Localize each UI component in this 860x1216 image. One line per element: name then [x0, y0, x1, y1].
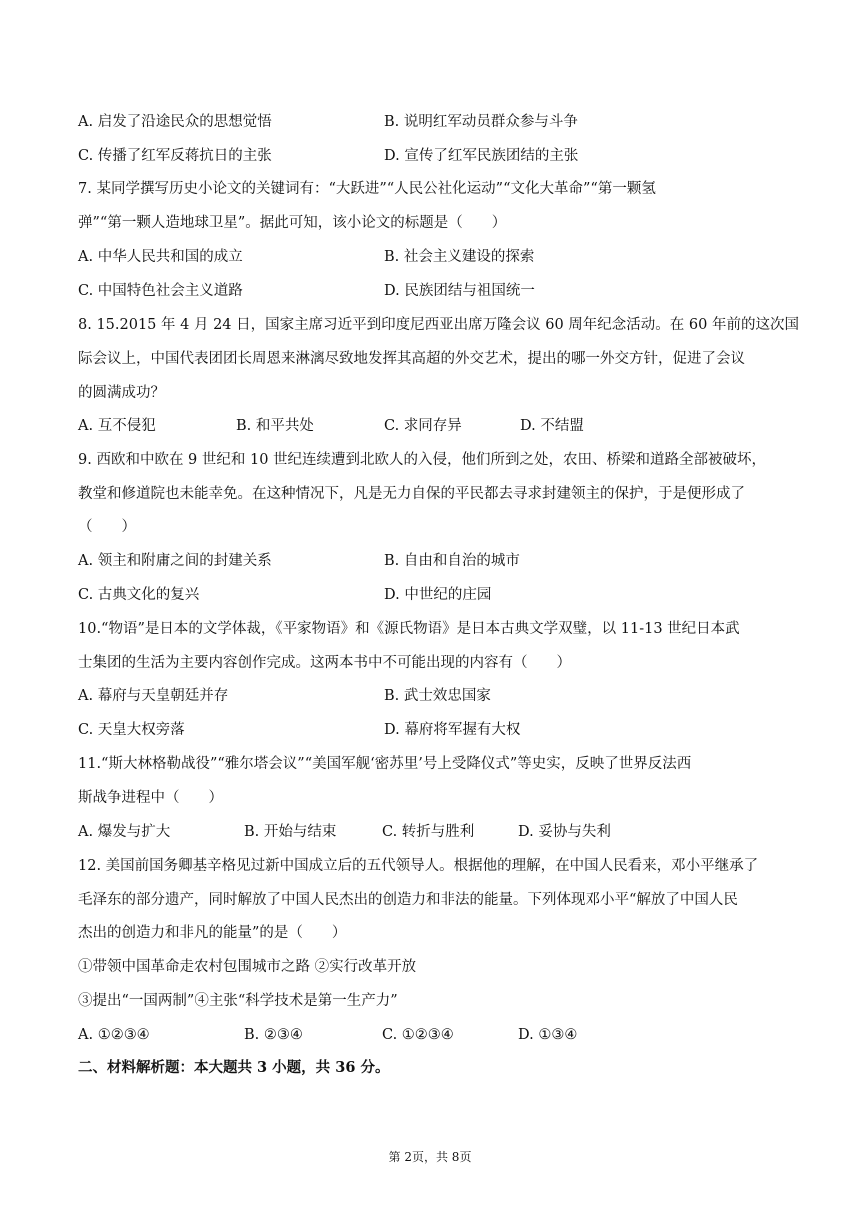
q9-stem-line: 教堂和修道院也未能幸免。在这种情况下，凡是无力自保的平民都去寻求封建领主的保护，于是便形成了 — [78, 486, 745, 502]
q11-stem-line: 斯战争进程中（ ） — [78, 790, 223, 806]
q12-stem-line: ①带领中国革命走农村包围城市之路 ②实行改革开放 — [78, 959, 417, 975]
q9-option-a: A. 领主和附庸之间的封建关系 — [78, 553, 272, 569]
q11-option-b: B. 开始与结束 — [244, 824, 337, 840]
q12-stem-line: 12. 美国前国务卿基辛格见过新中国成立后的五代领导人。根据他的理解，在中国人民看来，邓小平继承了 — [78, 858, 759, 874]
q10-stem-line: 10.“物语”是日本的文学体裁，《平家物语》和《源氏物语》是日本古典文学双璧，以 11-13 世纪日本武 — [78, 621, 740, 637]
q10-option-d: D. 幕府将军握有大权 — [384, 722, 521, 738]
q6-option-b: B. 说明红军动员群众参与斗争 — [384, 114, 578, 130]
q12-stem-line: 毛泽东的部分遗产，同时解放了中国人民杰出的创造力和非法的能量。下列体现邓小平“解放了中国人民 — [78, 892, 738, 908]
q12-option-d: D. ①③④ — [518, 1027, 578, 1043]
q9-option-d: D. 中世纪的庄园 — [384, 587, 492, 603]
q11-option-a: A. 爆发与扩大 — [78, 824, 171, 840]
q9-option-b: B. 自由和自治的城市 — [384, 553, 520, 569]
q9-stem-line: 9. 西欧和中欧在 9 世纪和 10 世纪连续遭到北欧人的入侵，他们所到之处，农田、桥梁和道路全部被破坏， — [78, 452, 767, 468]
q7-option-a: A. 中华人民共和国的成立 — [78, 249, 243, 265]
q8-option-b: B. 和平共处 — [236, 418, 314, 434]
q9-option-c: C. 古典文化的复兴 — [78, 587, 200, 603]
q8-option-c: C. 求同存异 — [384, 418, 462, 434]
page-footer: 第 2页，共 8页 — [388, 1150, 472, 1164]
q7-option-b: B. 社会主义建设的探索 — [384, 249, 535, 265]
q6-option-d: D. 宣传了红军民族团结的主张 — [384, 148, 579, 164]
q8-stem-line: 的圆满成功？ — [78, 385, 165, 401]
q12-option-b: B. ②③④ — [244, 1027, 303, 1043]
section-heading: 二、材料解析题：本大题共 3 小题，共 36 分。 — [78, 1059, 390, 1076]
q11-option-d: D. 妥协与失利 — [518, 824, 611, 840]
q11-option-c: C. 转折与胜利 — [382, 824, 475, 840]
q7-option-d: D. 民族团结与祖国统一 — [384, 283, 535, 299]
q12-stem-line: ③提出“一国两制”④主张“科学技术是第一生产力” — [78, 993, 398, 1009]
q10-option-a: A. 幕府与天皇朝廷并存 — [78, 688, 229, 704]
q8-option-a: A. 互不侵犯 — [78, 418, 156, 434]
q10-option-c: C. 天皇大权旁落 — [78, 722, 185, 738]
q8-stem-line: 8. 15.2015 年 4 月 24 日，国家主席习近平到印度尼西亚出席万隆会议 60 周年纪念活动。在 60 年前的这次国 — [78, 317, 799, 333]
q7-stem-line: 7. 某同学撰写历史小论文的关键词有：“大跃进”“人民公社化运动”“文化大革命”“第一颗氢 — [78, 181, 656, 197]
q8-option-d: D. 不结盟 — [520, 418, 584, 434]
q10-stem-line: 士集团的生活为主要内容创作完成。这两本书中不可能出现的内容有（ ） — [78, 655, 571, 671]
q12-option-a: A. ①②③④ — [78, 1027, 150, 1043]
q12-option-c: C. ①②③④ — [382, 1027, 454, 1043]
q8-stem-line: 际会议上，中国代表团团长周恩来淋漓尽致地发挥其高超的外交艺术，提出的哪一外交方针，促进了会议 — [78, 351, 745, 367]
q7-option-c: C. 中国特色社会主义道路 — [78, 283, 243, 299]
q12-stem-line: 杰出的创造力和非凡的能量”的是（ ） — [78, 925, 347, 941]
q10-option-b: B. 武士效忠国家 — [384, 688, 491, 704]
q9-stem-line: （ ） — [78, 519, 136, 535]
q11-stem-line: 11.“斯大林格勒战役”“雅尔塔会议”“美国军舰‘密苏里’号上受降仪式”等史实，反映了世界反法西 — [78, 756, 692, 772]
q6-option-a: A. 启发了沿途民众的思想觉悟 — [78, 114, 272, 130]
q6-option-c: C. 传播了红军反蒋抗日的主张 — [78, 148, 272, 164]
q7-stem-line: 弹”“第一颗人造地球卫星”。据此可知，该小论文的标题是（ ） — [78, 215, 507, 231]
